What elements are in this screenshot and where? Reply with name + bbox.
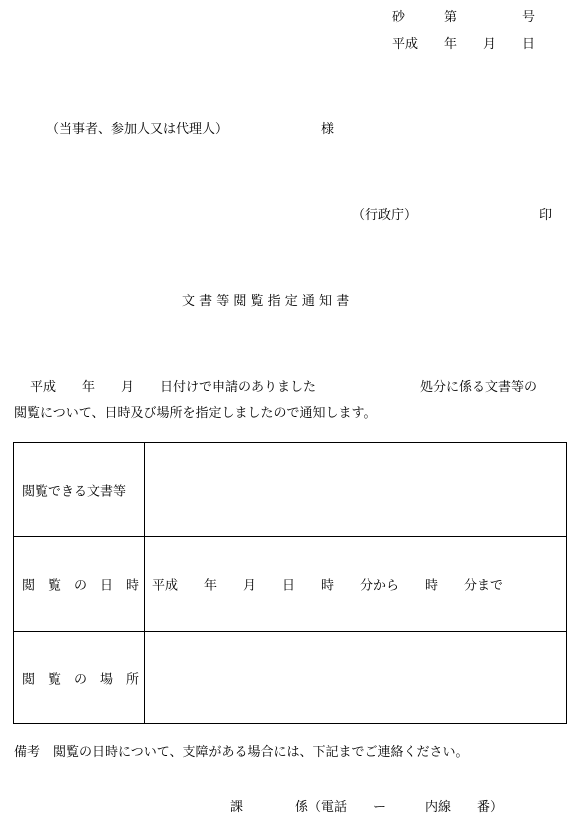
seal-mark: 印 (539, 208, 553, 223)
table-row (14, 632, 566, 723)
row-label-datetime: 閲 覧 の 日 時 (22, 578, 140, 594)
body-text-line-1: 平成 年 月 日付けで申請のありました 処分に係る文書等の (30, 380, 538, 395)
document-title: 文 書 等 閲 覧 指 定 通 知 書 (182, 294, 350, 309)
body-text-line-2: 閲覧について、日時及び場所を指定しましたので通知します。 (14, 406, 377, 421)
contact-line: 課 係（電話 ー 内線 番） (230, 800, 504, 815)
row-label-documents: 閲覧できる文書等 (22, 484, 127, 499)
table-row (14, 537, 566, 632)
row-label-place: 閲 覧 の 場 所 (22, 672, 140, 687)
sender-label: （行政庁） (352, 208, 418, 223)
inspection-table (13, 442, 567, 724)
document-number-line: 砂 第 号 (392, 10, 536, 25)
remarks-text: 備考 閲覧の日時について、支障がある場合には、下記までご連絡ください。 (14, 745, 469, 760)
row-value-datetime: 平成 年 月 日 時 分から 時 分まで (152, 578, 504, 594)
addressee-label: （当事者、参加人又は代理人） (46, 122, 229, 137)
addressee-honorific: 様 (321, 122, 335, 137)
issue-date-line: 平成 年 月 日 (392, 37, 536, 52)
table-row (14, 443, 566, 537)
